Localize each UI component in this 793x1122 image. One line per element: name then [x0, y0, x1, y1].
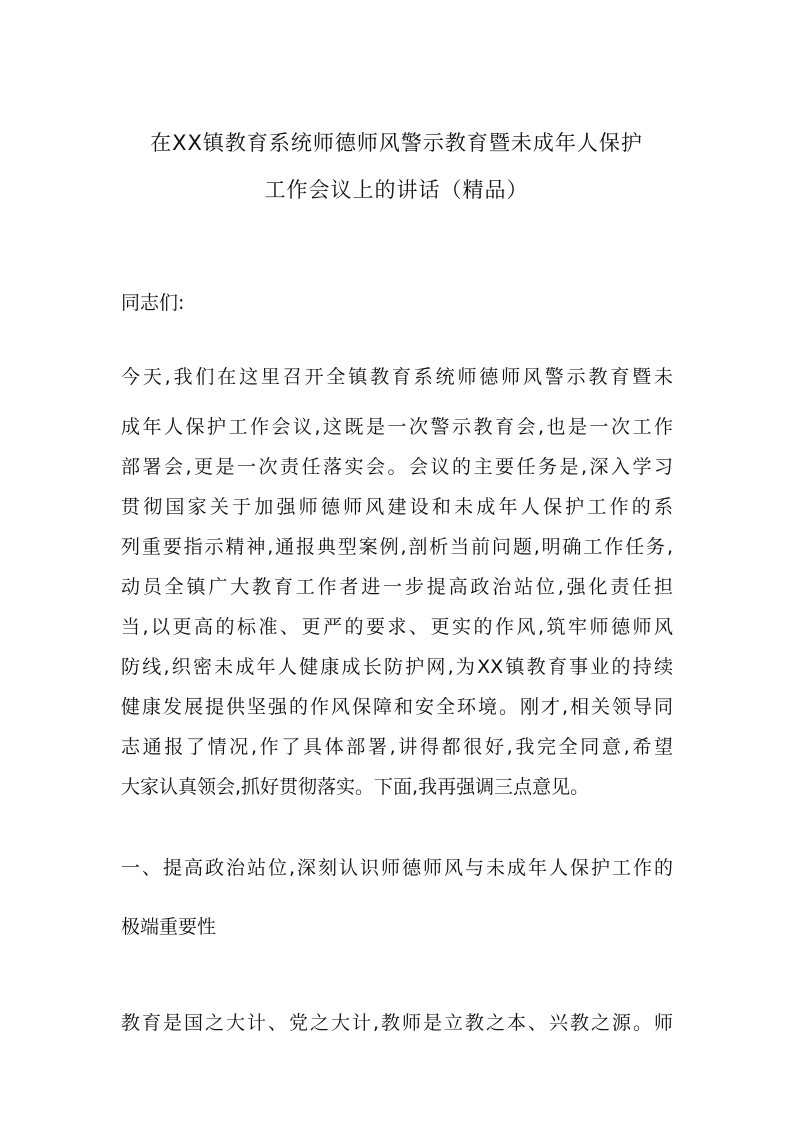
paragraph-line: 动员全镇广大教育工作者进一步提高政治站位,强化责任担: [121, 576, 673, 598]
paragraph-line: 防线,织密未成年人健康成长防护网,为XX镇教育事业的持续: [121, 656, 673, 678]
paragraph-line: 大家认真领会,抓好贯彻落实。下面,我再强调三点意见。: [121, 776, 590, 798]
paragraph-line: 健康发展提供坚强的作风保障和安全环境。刚才,相关领导同: [121, 696, 673, 718]
section-heading-line: 极端重要性: [121, 916, 217, 938]
section-heading-line: 一、提高政治站位,深刻认识师德师风与未成年人保护工作的: [121, 857, 673, 879]
paragraph-line: 志通报了情况,作了具体部署,讲得都很好,我完全同意,希望: [121, 736, 673, 758]
paragraph-line: 成年人保护工作会议,这既是一次警示教育会,也是一次工作: [121, 416, 673, 438]
paragraph-line: 列重要指示精神,通报典型案例,剖析当前问题,明确工作任务,: [121, 536, 673, 558]
paragraph-line: 贯彻国家关于加强师德师风建设和未成年人保护工作的系: [121, 496, 673, 518]
paragraph-line: 教育是国之大计、党之大计,教师是立教之本、兴教之源。师: [121, 1012, 673, 1034]
paragraph-line: 部署会,更是一次责任落实会。会议的主要任务是,深入学习: [121, 456, 673, 478]
paragraph-line: 当,以更高的标准、更严的要求、更实的作风,筑牢师德师风: [121, 616, 673, 638]
document-title-line-2: 工作会议上的讲话（精品）: [264, 178, 529, 202]
document-title-line-1: 在XX镇教育系统师德师风警示教育暨未成年人保护: [150, 131, 643, 155]
paragraph-line: 今天,我们在这里召开全镇教育系统师德师风警示教育暨未: [121, 366, 673, 388]
salutation: 同志们:: [121, 292, 185, 314]
